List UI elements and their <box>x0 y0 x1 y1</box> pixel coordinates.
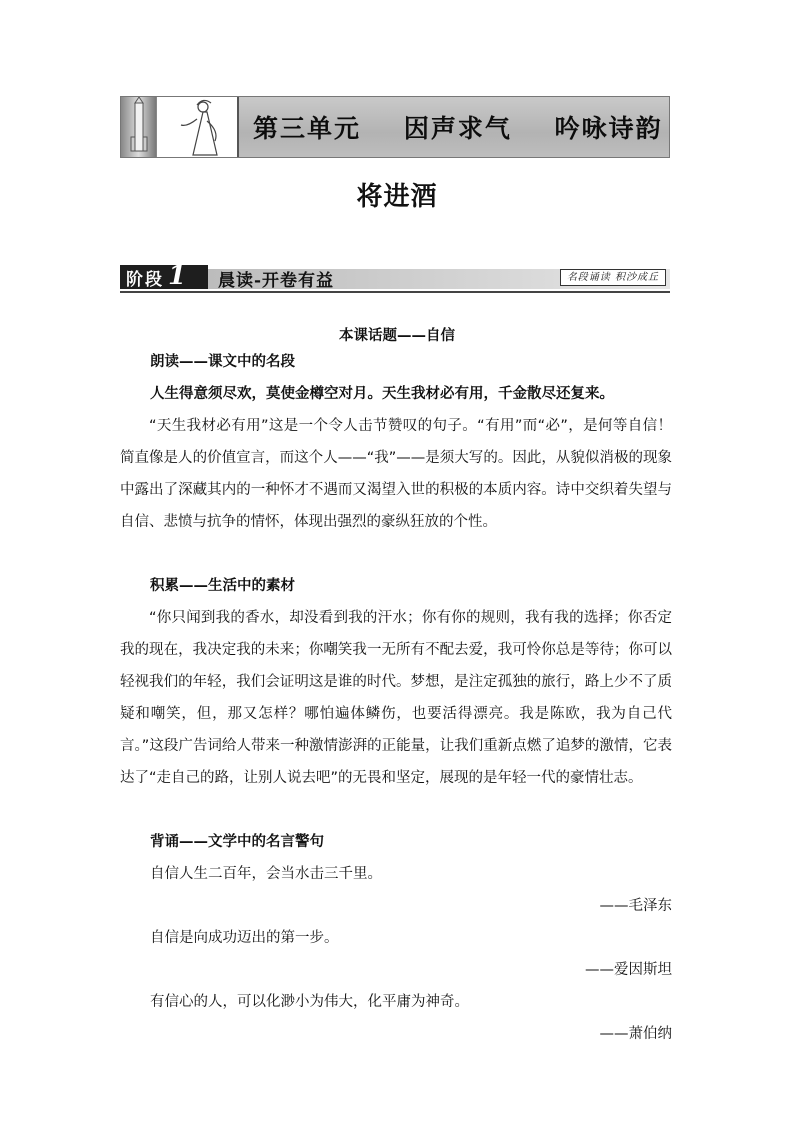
quote-author: ——爱因斯坦 <box>585 962 672 978</box>
rocket-image <box>121 97 156 157</box>
stage-tag: 名段诵读 积沙成丘 <box>560 269 666 286</box>
quote-author: ——毛泽东 <box>599 898 672 914</box>
topic-heading: 本课话题——自信 <box>339 328 455 344</box>
quote-item: 自信是向成功迈出的第一步。 <box>150 930 339 946</box>
unit-banner <box>120 96 670 158</box>
section-heading-recitation: 背诵——文学中的名言警句 <box>150 834 324 850</box>
quote-author: ——萧伯纳 <box>599 1026 672 1042</box>
quote-item: 自信人生二百年，会当水击三千里。 <box>150 866 382 882</box>
stage-title: 晨读-开卷有益 <box>218 271 335 291</box>
section-heading-accumulation: 积累——生活中的素材 <box>150 578 295 594</box>
quote-item: 有信心的人，可以化渺小为伟大，化平庸为神奇。 <box>150 994 469 1010</box>
stage-number: 1 <box>168 260 187 291</box>
lesson-title: 将进酒 <box>356 182 438 212</box>
accumulation-paragraph: “你只闻到我的香水，却没看到我的汗水；你有你的规则，我有我的选择；你否定我的现在，我决定我的未来；你嘲笑我一无所有不配去爱，我可怜你总是等待；你可以轻视我们的年轻，我们会证明这是谁的时代。梦想，是注定孤独的旅行，路上少不了质疑和嘲笑，但，那又怎样？哪怕遍体鳞伤，也要活得漂亮。我是陈欧，我为自己代言。”这段广告词给人带来一种激情澎湃的正能量，让我们重新点燃了追梦的激情，它表达了“走自己的路，让别人说去吧”的无畏和坚定，展现的是年轻一代的豪情壮志。 <box>120 610 672 786</box>
reading-paragraph: “天生我材必有用”这是一个令人击节赞叹的句子。“有用”而“必”，是何等自信！简直像是人的价值宣言，而这个人——“我”——是须大写的。因此，从貌似消极的现象中露出了深藏其内的一种怀才不遇而又渴望入世的积极的本质内容。诗中交织着失望与自信、悲愤与抗争的情怀，体现出强烈的豪纵狂放的个性。 <box>120 418 672 530</box>
featured-quote: 人生得意须尽欢，莫使金樽空对月。天生我材必有用，千金散尽还复来。 <box>150 386 614 402</box>
stage-badge <box>120 260 208 291</box>
stage-bar <box>120 260 670 293</box>
poet-figure-image <box>156 97 239 157</box>
banner-illustration <box>121 97 239 157</box>
section-heading-reading: 朗读——课文中的名段 <box>150 354 295 370</box>
stage-label: 阶段 <box>126 269 164 290</box>
unit-title: 第三单元 因声求气 吟咏诗韵 <box>239 97 669 157</box>
